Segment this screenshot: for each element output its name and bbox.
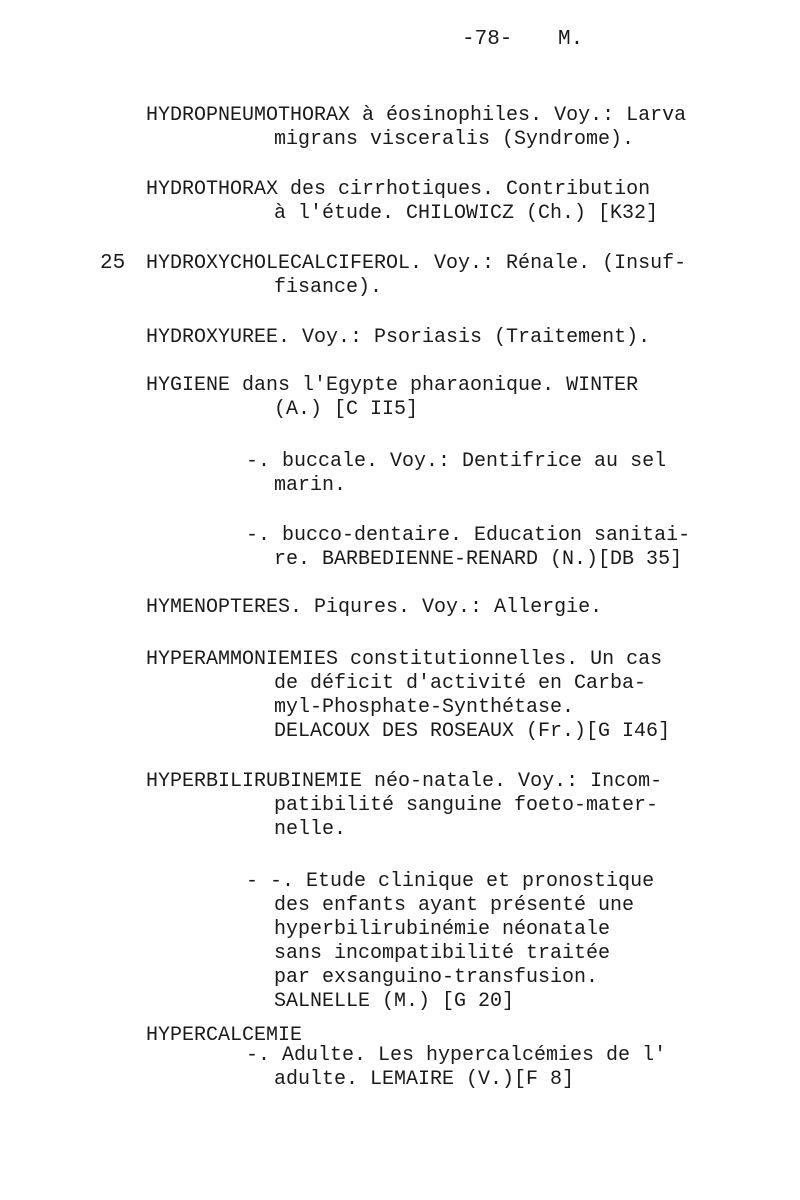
entry-line: -. bucco-dentaire. Education sanitai- — [246, 524, 691, 547]
entry-line: - -. Etude clinique et pronostique — [246, 870, 655, 893]
entry-line: adulte. LEMAIRE (V.)[F 8] — [274, 1068, 575, 1091]
entry-line: hyperbilirubinémie néonatale — [274, 918, 611, 941]
entry-line: myl-Phosphate-Synthétase. — [274, 696, 575, 719]
entry-line: HYDROPNEUMOTHORAX à éosinophiles. Voy.: Larva — [146, 104, 687, 127]
entry-line: à l'étude. CHILOWICZ (Ch.) [K32] — [274, 202, 659, 225]
entry-line: SALNELLE (M.) [G 20] — [274, 990, 515, 1013]
entry-line: fisance). — [274, 276, 383, 299]
entry-line: de déficit d'activité en Carba- — [274, 672, 647, 695]
entry-line: DELACOUX DES ROSEAUX (Fr.)[G I46] — [274, 720, 671, 743]
entry-line: HYDROTHORAX des cirrhotiques. Contribution — [146, 178, 651, 201]
page-number: -78- — [462, 28, 513, 51]
page-header — [0, 28, 800, 54]
entry-line: -. Adulte. Les hypercalcémies de l' — [246, 1044, 667, 1067]
entry-line: sans incompatibilité traitée — [274, 942, 611, 965]
entry-line: HYGIENE dans l'Egypte pharaonique. WINTER — [146, 374, 639, 397]
entry-line: HYDROXYUREE. Voy.: Psoriasis (Traitement). — [146, 326, 651, 349]
entry-line: des enfants ayant présenté une — [274, 894, 635, 917]
entry-line: -. buccale. Voy.: Dentifrice au sel — [246, 450, 667, 473]
entry-line: HYPERCALCEMIE — [146, 1024, 303, 1047]
entry-line: HYDROXYCHOLECALCIFEROL. Voy.: Rénale. (Insuf- — [146, 252, 687, 275]
entry-line: nelle. — [274, 818, 347, 841]
margin-number: 25 — [100, 252, 126, 275]
entry-line: HYPERBILIRUBINEMIE néo-natale. Voy.: Incom- — [146, 770, 663, 793]
entry-line: (A.) [C II5] — [274, 398, 419, 421]
entry-line: marin. — [274, 474, 347, 497]
entry-line: par exsanguino-transfusion. — [274, 966, 599, 989]
section-letter: M. — [558, 28, 584, 51]
entry-line: migrans visceralis (Syndrome). — [274, 128, 635, 151]
entry-line: patibilité sanguine foeto-mater- — [274, 794, 659, 817]
entry-line: HYPERAMMONIEMIES constitutionnelles. Un cas — [146, 648, 663, 671]
entry-line: re. BARBEDIENNE-RENARD (N.)[DB 35] — [274, 548, 683, 571]
entry-line: HYMENOPTERES. Piqures. Voy.: Allergie. — [146, 596, 603, 619]
